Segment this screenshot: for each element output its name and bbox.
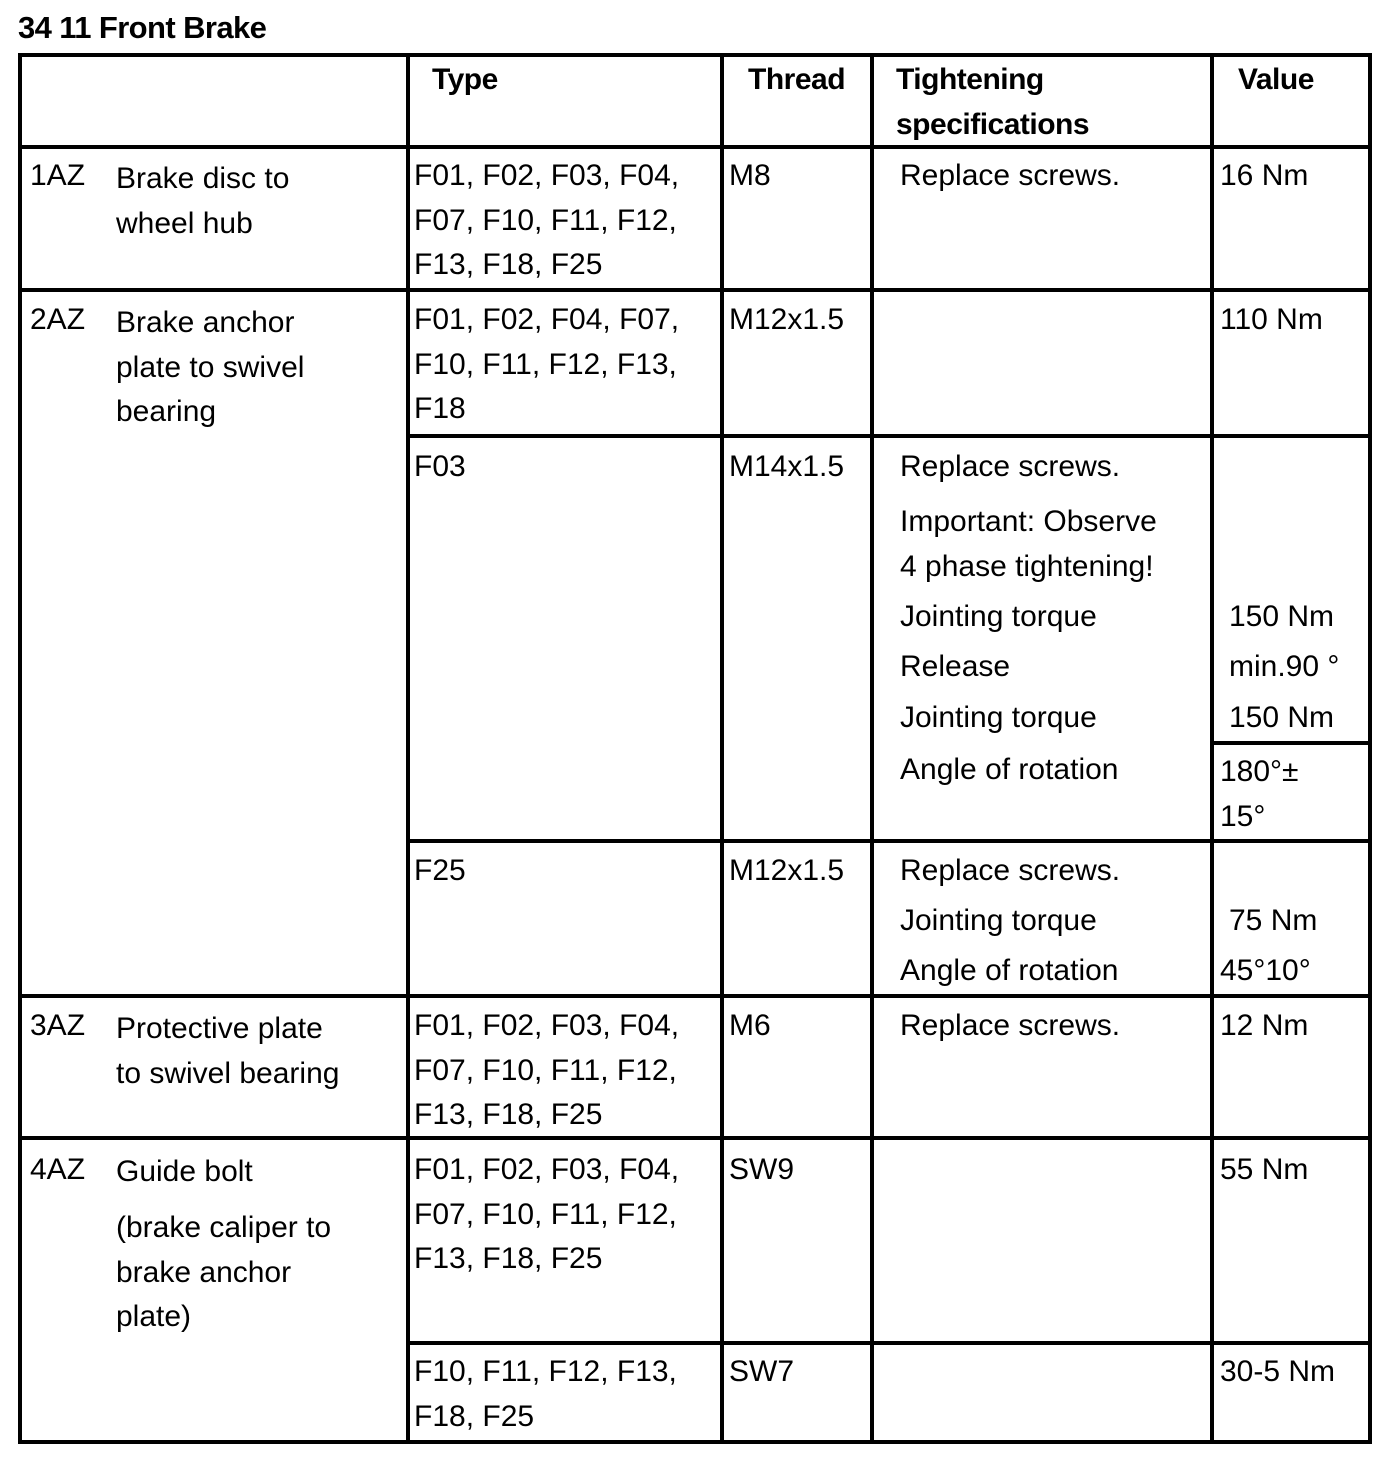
type-cell <box>414 298 679 432</box>
row-divider-2az-b <box>408 839 1372 843</box>
spec-line: 4 phase tightening! <box>900 550 1154 583</box>
type-line: F10, F11, F12, F13, <box>414 1355 677 1388</box>
row-description <box>116 1206 331 1340</box>
description-line: brake anchor <box>116 1255 292 1289</box>
type-cell <box>414 1004 679 1138</box>
col-divider-type <box>406 53 410 1444</box>
value-cell: 110 Nm <box>1220 303 1323 336</box>
description-line: Brake anchor <box>116 306 295 339</box>
description-line: bearing <box>116 395 217 428</box>
header-tightening-line: specifications <box>896 107 1090 141</box>
document-title: 34 11 Front Brake <box>18 10 267 45</box>
value-line: 45°10° <box>1220 954 1311 987</box>
value-cell: 55 Nm <box>1220 1153 1309 1186</box>
header-tightening <box>896 58 1089 147</box>
header-value: Value <box>1238 63 1314 96</box>
description-line: Guide bolt <box>116 1155 253 1188</box>
table-border-bottom <box>18 1440 1372 1444</box>
spec-line: Replace screws. <box>900 854 1121 887</box>
thread-cell: M12x1.5 <box>729 854 845 887</box>
row-divider-2az-a <box>408 434 1372 438</box>
col-divider-spec <box>870 53 874 1444</box>
type-cell: F03 <box>414 450 466 483</box>
row-code: 1AZ <box>30 159 86 192</box>
spec-line: Release <box>900 650 1011 683</box>
thread-cell: M6 <box>729 1009 771 1042</box>
type-cell: F25 <box>414 854 466 887</box>
value-line: 150 Nm <box>1229 600 1335 633</box>
spec-line: Angle of rotation <box>900 753 1119 786</box>
description-line: Protective plate <box>116 1012 323 1045</box>
row-description <box>116 301 304 435</box>
thread-cell: SW7 <box>729 1355 795 1388</box>
thread-cell: M12x1.5 <box>729 303 845 336</box>
spec-cell: Replace screws. <box>900 159 1121 192</box>
spec-line: Replace screws. <box>900 450 1121 483</box>
description-line: (brake caliper to <box>116 1211 332 1244</box>
type-line: F07, F10, F11, F12, <box>414 203 677 237</box>
type-line: F13, F18, F25 <box>414 248 603 281</box>
row-code: 2AZ <box>30 303 86 336</box>
spec-line: Important: Observe <box>900 505 1157 538</box>
type-line: F18, F25 <box>414 1399 535 1433</box>
type-line: F07, F10, F11, F12, <box>414 1197 677 1231</box>
description-line: wheel hub <box>116 206 253 240</box>
col-divider-value <box>1210 53 1214 1444</box>
type-line: F01, F02, F03, F04, <box>414 1009 680 1042</box>
header-thread: Thread <box>748 63 846 96</box>
description-line: to swivel bearing <box>116 1056 340 1090</box>
description-line: Brake disc to <box>116 162 290 195</box>
col-divider-thread <box>720 53 724 1444</box>
table-border-right <box>1368 53 1372 1444</box>
header-tightening-line: Tightening <box>896 63 1044 96</box>
spec-line: Jointing torque <box>900 701 1097 734</box>
table-border-top <box>18 53 1372 57</box>
type-line: F18 <box>414 392 466 425</box>
description-line: plate) <box>116 1300 192 1333</box>
value-cell: 16 Nm <box>1220 159 1309 192</box>
type-line: F13, F18, F25 <box>414 1098 603 1131</box>
value-line: min.90 ° <box>1229 650 1340 683</box>
type-line: F13, F18, F25 <box>414 1242 603 1275</box>
spec-line: Jointing torque <box>900 600 1097 633</box>
value-line: 75 Nm <box>1229 904 1318 937</box>
type-line: F10, F11, F12, F13, <box>414 347 677 381</box>
row-description <box>116 157 289 246</box>
header-type: Type <box>432 63 498 96</box>
type-line: F01, F02, F04, F07, <box>414 303 680 336</box>
type-line: F07, F10, F11, F12, <box>414 1053 677 1087</box>
row-description <box>116 1007 339 1096</box>
row-code: 4AZ <box>30 1153 86 1186</box>
table-border-left <box>18 53 22 1444</box>
row-divider-1az <box>18 288 1372 292</box>
description-line: plate to swivel <box>116 350 305 384</box>
type-cell <box>414 154 679 288</box>
thread-cell: M14x1.5 <box>729 450 845 483</box>
row-divider-4az-a <box>408 1341 1372 1345</box>
type-cell <box>414 1148 679 1282</box>
row-code: 3AZ <box>30 1009 86 1042</box>
spec-line: Angle of rotation <box>900 954 1119 987</box>
value-line: 150 Nm <box>1229 701 1335 734</box>
row-divider-header <box>18 145 1372 149</box>
value-cell: 30-5 Nm <box>1220 1355 1336 1388</box>
cell-divider-value-180 <box>1211 741 1372 745</box>
spec-line: Jointing torque <box>900 904 1097 937</box>
value-cell: 12 Nm <box>1220 1009 1309 1042</box>
thread-cell: SW9 <box>729 1153 795 1186</box>
spec-cell: Replace screws. <box>900 1009 1121 1042</box>
value-line: 15° <box>1220 800 1266 833</box>
thread-cell: M8 <box>729 159 771 192</box>
type-cell <box>414 1350 677 1439</box>
type-line: F01, F02, F03, F04, <box>414 159 680 192</box>
row-divider-3az <box>18 1136 1372 1140</box>
type-line: F01, F02, F03, F04, <box>414 1153 680 1186</box>
row-divider-2az <box>18 994 1372 998</box>
value-line: 180°± <box>1220 755 1299 788</box>
